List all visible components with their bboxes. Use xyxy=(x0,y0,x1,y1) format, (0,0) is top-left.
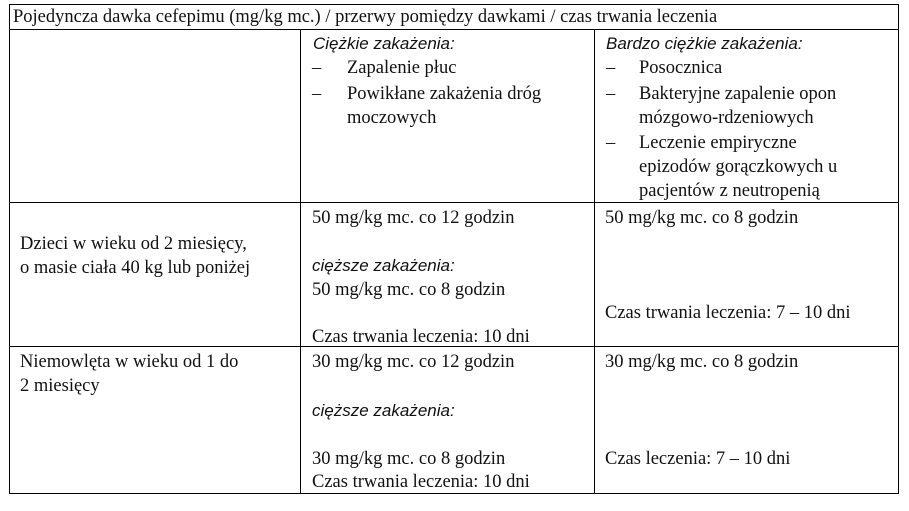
col1-heading: Ciężkie zakażenia: xyxy=(313,34,455,53)
table-border-left xyxy=(9,4,10,494)
column-divider-2 xyxy=(594,29,595,494)
col2-heading: Bardzo ciężkie zakażenia: xyxy=(606,34,803,53)
row1-col1-severe-label: cięższe zakażenia: xyxy=(312,256,455,275)
col2-item-line: epizodów gorączkowych u xyxy=(639,157,838,177)
col2-item-dash: – xyxy=(606,133,616,153)
row2-col2-dose: 30 mg/kg mc. co 8 godzin xyxy=(605,352,799,372)
row1-col2-duration: Czas trwania leczenia: 7 – 10 dni xyxy=(605,303,851,323)
col2-item-line: pacjentów z neutropenią xyxy=(639,181,820,201)
table-border-right xyxy=(898,4,899,494)
header-title: Pojedyncza dawka cefepimu (mg/kg mc.) / przerwy pomiędzy dawkami / czas trwania leczenia xyxy=(13,7,718,27)
col2-item-line: mózgowo-rdzeniowych xyxy=(639,108,814,128)
col1-item-dash: – xyxy=(312,84,322,104)
col2-item-line: Bakteryjne zapalenie opon xyxy=(639,84,837,104)
row1-col1-duration: Czas trwania leczenia: 10 dni xyxy=(312,327,530,347)
col2-item-dash: – xyxy=(606,84,616,104)
row1-label-line: o masie ciała 40 kg lub poniżej xyxy=(20,258,251,278)
row2-col1-severe-dose: 30 mg/kg mc. co 8 godzin xyxy=(312,449,506,469)
column-divider-1 xyxy=(300,29,301,494)
row2-label-line: Niemowlęta w wieku od 1 do xyxy=(20,352,239,372)
header-divider xyxy=(9,29,899,30)
row1-col2-dose: 50 mg/kg mc. co 8 godzin xyxy=(605,208,799,228)
dosage-table xyxy=(9,4,899,494)
col1-item-line: moczowych xyxy=(347,108,437,128)
row2-col1-dose: 30 mg/kg mc. co 12 godzin xyxy=(312,352,515,372)
row2-col2-duration: Czas leczenia: 7 – 10 dni xyxy=(605,449,791,469)
col2-item: Posocznica xyxy=(639,58,723,78)
row2-col1-duration: Czas trwania leczenia: 10 dni xyxy=(312,472,530,492)
col1-item: Zapalenie płuc xyxy=(347,58,457,78)
col2-item-line: Leczenie empiryczne xyxy=(639,133,797,153)
row2-col1-severe-label: cięższe zakażenia: xyxy=(312,401,455,420)
col1-item-line: Powikłane zakażenia dróg xyxy=(347,84,542,104)
row1-col1-dose: 50 mg/kg mc. co 12 godzin xyxy=(312,208,515,228)
col2-item-dash: – xyxy=(606,58,616,78)
row1-col1-severe-dose: 50 mg/kg mc. co 8 godzin xyxy=(312,280,506,300)
row2-label-line: 2 miesięcy xyxy=(20,376,100,396)
col1-item-dash: – xyxy=(312,58,322,78)
row1-label-line: Dzieci w wieku od 2 miesięcy, xyxy=(20,234,247,254)
